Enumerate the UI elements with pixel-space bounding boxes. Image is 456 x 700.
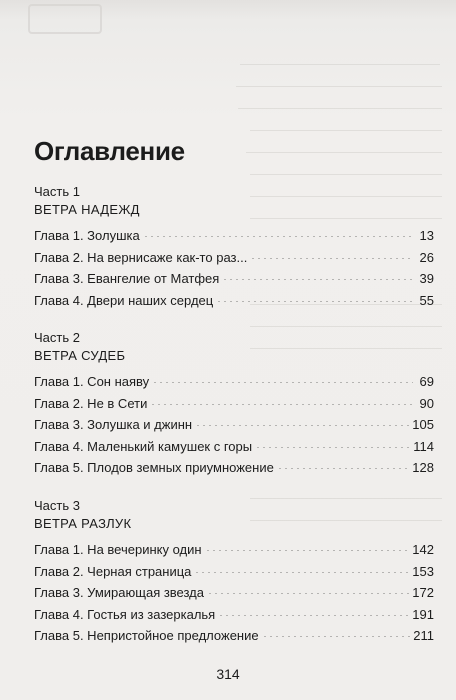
- chapter-page-number: 172: [412, 585, 434, 600]
- toc-entry[interactable]: [34, 585, 434, 607]
- toc-title: Оглавление: [34, 136, 185, 166]
- chapter-page-number: 114: [413, 438, 434, 454]
- chapter-title: Глава 1. Золушка: [34, 228, 140, 243]
- toc-entry[interactable]: [34, 439, 434, 461]
- toc-entry[interactable]: [34, 542, 434, 564]
- chapter-title: Глава 2. На вернисаже как-то раз...: [34, 249, 248, 265]
- part-label: Часть 1: [34, 184, 80, 199]
- part-title: ВЕТРА НАДЕЖД: [34, 202, 140, 217]
- chapter-list: [34, 542, 434, 650]
- toc-part-1: [34, 184, 434, 314]
- chapter-title: Глава 5. Непристойное предложение: [34, 628, 259, 643]
- chapter-title: Глава 5. Плодов земных приумножение: [34, 460, 274, 475]
- chapter-title: Глава 4. Маленький камушек с горы: [34, 438, 253, 454]
- dot-leader: [216, 301, 413, 302]
- chapter-page-number: 55: [419, 292, 434, 308]
- chapter-page-number: 90: [419, 395, 434, 411]
- part-title: ВЕТРА СУДЕБ: [34, 348, 126, 363]
- toc-entry[interactable]: [34, 460, 434, 482]
- chapter-page-number: 211: [413, 628, 434, 643]
- chapter-title: Глава 2. Черная страница: [34, 563, 192, 579]
- part-label: Часть 2: [34, 330, 80, 345]
- chapter-page-number: 39: [419, 271, 434, 286]
- toc-part-3: [34, 498, 434, 650]
- chapter-page-number: 191: [412, 606, 434, 622]
- dot-leader: [222, 279, 413, 280]
- chapter-page-number: 153: [412, 563, 434, 579]
- chapter-page-number: 26: [419, 249, 434, 265]
- chapter-list: [34, 374, 434, 482]
- chapter-title: Глава 4. Двери наших сердец: [34, 292, 214, 308]
- chapter-title: Глава 3. Умирающая звезда: [34, 585, 204, 600]
- chapter-page-number: 105: [412, 417, 434, 432]
- bleed-through-logo: [28, 4, 102, 34]
- chapter-page-number: 69: [419, 374, 434, 389]
- toc-entry[interactable]: [34, 271, 434, 293]
- dot-leader: [277, 468, 409, 469]
- toc-entry[interactable]: [34, 250, 434, 272]
- chapter-page-number: 128: [412, 460, 434, 475]
- bleed-through-header: [230, 6, 440, 26]
- chapter-title: Глава 3. Золушка и джинн: [34, 417, 193, 432]
- chapter-title: Глава 2. Не в Сети: [34, 395, 148, 411]
- dot-leader: [207, 593, 409, 594]
- dot-leader: [262, 636, 411, 637]
- chapter-title: Глава 1. Сон наяву: [34, 374, 150, 389]
- page-number: 314: [216, 666, 240, 682]
- toc-entry[interactable]: [34, 628, 434, 650]
- toc-entry[interactable]: [34, 564, 434, 586]
- chapter-page-number: 13: [419, 228, 434, 243]
- dot-leader: [195, 425, 409, 426]
- toc-entry[interactable]: [34, 228, 434, 250]
- toc-entry[interactable]: [34, 607, 434, 629]
- toc-entry[interactable]: [34, 293, 434, 315]
- dot-leader: [218, 615, 409, 616]
- dot-leader: [255, 447, 410, 448]
- toc-part-2: [34, 330, 434, 482]
- chapter-title: Глава 4. Гостья из зазеркалья: [34, 606, 216, 622]
- toc-entry[interactable]: [34, 396, 434, 418]
- dot-leader: [150, 404, 413, 405]
- part-title: ВЕТРА РАЗЛУК: [34, 516, 132, 531]
- dot-leader: [250, 258, 413, 259]
- part-label: Часть 3: [34, 498, 80, 513]
- chapter-page-number: 142: [412, 542, 434, 557]
- toc-entry[interactable]: [34, 417, 434, 439]
- chapter-title: Глава 3. Евангелие от Матфея: [34, 271, 220, 286]
- chapter-list: [34, 228, 434, 314]
- dot-leader: [143, 236, 413, 237]
- toc-entry[interactable]: [34, 374, 434, 396]
- dot-leader: [205, 550, 410, 551]
- dot-leader: [152, 382, 413, 383]
- dot-leader: [194, 572, 409, 573]
- chapter-title: Глава 1. На вечеринку один: [34, 542, 202, 557]
